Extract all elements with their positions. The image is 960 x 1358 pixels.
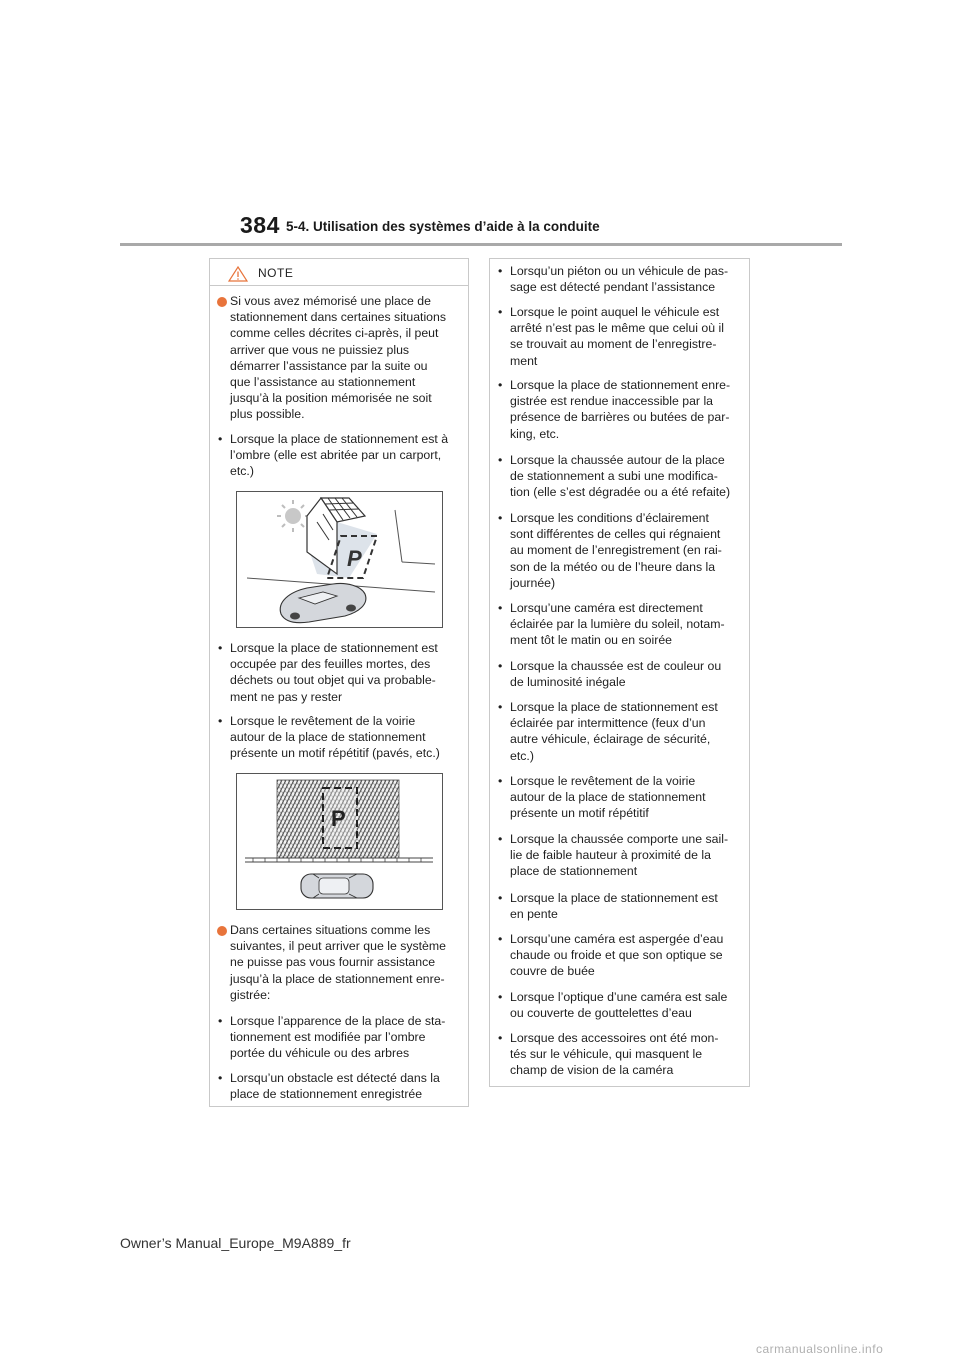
paving-svg bbox=[237, 774, 442, 909]
text-line: Si vous avez mémorisé une place de bbox=[230, 294, 431, 308]
note-rule bbox=[210, 285, 468, 286]
text-line: Lorsqu’une caméra est directement bbox=[510, 601, 703, 615]
car-icon bbox=[280, 583, 366, 622]
text-line: de luminosité inégale bbox=[510, 675, 626, 690]
text-line: lie de faible hauteur à proximité de la bbox=[510, 848, 711, 863]
list-item-obstacle bbox=[230, 1070, 466, 1102]
text-line: ment tôt le matin ou en soirée bbox=[510, 633, 672, 648]
paving-illustration bbox=[236, 773, 443, 910]
text-line: comme celles décrites ci-après, il peut bbox=[230, 326, 439, 341]
list-dash: • bbox=[498, 511, 503, 525]
text-line: jusqu’à la position mémorisée ne soit bbox=[230, 391, 432, 406]
section-title: 5-4. Utilisation des systèmes d’aide à la conduite bbox=[286, 219, 600, 234]
text-line: Lorsque les conditions d’éclairement bbox=[510, 511, 709, 525]
text-line: journée) bbox=[510, 575, 556, 590]
text-line: chaude ou froide et que son optique se bbox=[510, 948, 723, 963]
text-line: Lorsque la chaussée autour de la place bbox=[510, 453, 725, 467]
list-dash: • bbox=[498, 305, 503, 319]
text-line: de stationnement a subi une modifica- bbox=[510, 469, 718, 484]
text-line: Lorsque des accessoires ont été mon- bbox=[510, 1031, 719, 1045]
text-line: en pente bbox=[510, 907, 558, 922]
text-line: au moment de l’enregistrement (en rai- bbox=[510, 543, 722, 558]
text-line: tion (elle s’est dégradée ou a été refaite) bbox=[510, 485, 731, 500]
text-line: éclairée par intermittence (feux d’un bbox=[510, 716, 706, 731]
bullet-dot bbox=[217, 926, 227, 936]
list-dash: • bbox=[498, 601, 503, 615]
text-line: Lorsque la place de stationnement est bbox=[510, 700, 718, 714]
list-item bbox=[510, 452, 746, 501]
list-item bbox=[510, 377, 746, 442]
note-box-left bbox=[209, 258, 469, 1107]
list-dash: • bbox=[498, 659, 503, 673]
text-line: se trouvait au moment de l’enregistre- bbox=[510, 337, 717, 352]
list-dash: • bbox=[218, 1071, 223, 1085]
text-line: couvre de buée bbox=[510, 964, 595, 979]
text-line: Lorsqu’une caméra est aspergée d’eau bbox=[510, 932, 724, 946]
list-item bbox=[510, 304, 746, 369]
note-header bbox=[210, 259, 468, 285]
list-item-shadow bbox=[230, 1013, 466, 1062]
text-line: jusqu’à la place de stationnement enre- bbox=[230, 971, 445, 986]
note-box-right bbox=[489, 258, 750, 1087]
text-line: ou couverte de gouttelettes d’eau bbox=[510, 1006, 692, 1021]
text-line: occupée par des feuilles mortes, des bbox=[230, 657, 431, 672]
list-item bbox=[510, 890, 746, 922]
list-item bbox=[510, 831, 746, 880]
text-line: Lorsque la place de stationnement est bbox=[230, 641, 438, 655]
text-line: sage est détecté pendant l’assistance bbox=[510, 280, 716, 295]
text-line: king, etc. bbox=[510, 426, 560, 441]
list-item bbox=[510, 600, 746, 649]
text-line: arriver que vous ne puissiez plus bbox=[230, 342, 410, 357]
carport-illustration bbox=[236, 491, 443, 628]
list-dash: • bbox=[498, 453, 503, 467]
text-line: place de stationnement enregistrée bbox=[230, 1087, 423, 1102]
text-line: déchets ou tout objet qui va probable- bbox=[230, 673, 436, 688]
list-item bbox=[510, 931, 746, 980]
text-line: présence de barrières ou butées de par- bbox=[510, 410, 730, 425]
text-line: champ de vision de la caméra bbox=[510, 1063, 674, 1078]
text-line: etc.) bbox=[510, 748, 534, 763]
text-line: présente un motif répétitif (pavés, etc.) bbox=[230, 746, 440, 761]
note-intro-paragraph bbox=[230, 293, 466, 423]
list-dash: • bbox=[498, 832, 503, 846]
list-item bbox=[510, 510, 746, 591]
text-line: Lorsque la place de stationnement est bbox=[510, 891, 718, 905]
list-dash: • bbox=[218, 714, 223, 728]
text-line: Lorsque la chaussée est de couleur ou bbox=[510, 659, 722, 673]
parking-p-label: P bbox=[331, 806, 346, 831]
list-dash: • bbox=[498, 932, 503, 946]
list-dash: • bbox=[218, 432, 223, 446]
warning-triangle-icon bbox=[228, 266, 248, 282]
text-line: présente un motif répétitif bbox=[510, 806, 649, 821]
list-dash: • bbox=[498, 378, 503, 392]
text-line: plus possible. bbox=[230, 407, 305, 422]
text-line: suivantes, il peut arriver que le système bbox=[230, 939, 446, 954]
text-line: autour de la place de stationnement bbox=[510, 790, 706, 805]
text-line: place de stationnement bbox=[510, 864, 638, 879]
text-line: gistrée est rendue inaccessible par la bbox=[510, 394, 714, 409]
page-number: 384 bbox=[240, 212, 280, 238]
text-line: stationnement dans certaines situations bbox=[230, 310, 447, 325]
text-line: que l’assistance au stationnement bbox=[230, 375, 416, 390]
watermark: carmanualsonline.info bbox=[756, 1342, 884, 1356]
bullet-dot bbox=[217, 297, 227, 307]
list-dash: • bbox=[498, 700, 503, 714]
list-item bbox=[510, 699, 746, 764]
list-dash: • bbox=[218, 1014, 223, 1028]
text-line: ne puisse pas vous fournir assistance bbox=[230, 955, 436, 970]
text-line: Lorsqu’un obstacle est détecté dans la bbox=[230, 1071, 440, 1085]
list-item bbox=[510, 263, 746, 295]
text-line: autour de la place de stationnement bbox=[230, 730, 426, 745]
list-dash: • bbox=[498, 990, 503, 1004]
text-line: sont différentes de celles qui régnaient bbox=[510, 527, 721, 542]
header-rule bbox=[120, 243, 842, 246]
list-item-shade bbox=[230, 431, 466, 480]
list-dash: • bbox=[498, 264, 503, 278]
list-dash: • bbox=[498, 774, 503, 788]
text-line: Lorsque le revêtement de la voirie bbox=[230, 714, 416, 728]
text-line: Lorsque la chaussée comporte une sail- bbox=[510, 832, 729, 846]
sun-icon bbox=[277, 500, 309, 532]
text-line: Lorsque le point auquel le véhicule est bbox=[510, 305, 720, 319]
carport-svg bbox=[237, 492, 442, 627]
list-item-pattern bbox=[230, 713, 466, 762]
note-intro2-paragraph bbox=[230, 922, 466, 1003]
list-item bbox=[510, 658, 746, 690]
text-line: ment bbox=[510, 353, 538, 368]
list-item-leaves bbox=[230, 640, 466, 705]
text-line: Lorsque le revêtement de la voirie bbox=[510, 774, 696, 788]
list-item bbox=[510, 1030, 746, 1079]
text-line: Dans certaines situations comme les bbox=[230, 923, 431, 937]
text-line: arrêté n’est pas le même que celui où il bbox=[510, 321, 724, 336]
text-line: Lorsqu’un piéton ou un véhicule de pas- bbox=[510, 264, 729, 278]
parking-p-label: P bbox=[347, 546, 362, 571]
text-line: démarrer l’assistance par la suite ou bbox=[230, 358, 428, 373]
car-icon bbox=[301, 874, 373, 898]
text-line: Lorsque l’apparence de la place de sta- bbox=[230, 1014, 446, 1028]
text-line: etc.) bbox=[230, 464, 254, 479]
list-dash: • bbox=[498, 891, 503, 905]
note-label: NOTE bbox=[258, 266, 294, 280]
text-line: tés sur le véhicule, qui masquent le bbox=[510, 1047, 703, 1062]
list-dash: • bbox=[218, 641, 223, 655]
text-line: portée du véhicule ou des arbres bbox=[230, 1046, 410, 1061]
text-line: ment ne pas y rester bbox=[230, 689, 343, 704]
text-line: autre véhicule, éclairage de sécurité, bbox=[510, 732, 711, 747]
text-line: l’ombre (elle est abritée par un carport, bbox=[230, 448, 442, 463]
text-line: Lorsque la place de stationnement est à bbox=[230, 432, 449, 446]
text-line: Lorsque l’optique d’une caméra est sale bbox=[510, 990, 728, 1004]
text-line: éclairée par la lumière du soleil, notam- bbox=[510, 617, 725, 632]
text-line: tionnement est modifiée par l’ombre bbox=[230, 1030, 426, 1045]
list-dash: • bbox=[498, 1031, 503, 1045]
text-line: son de la météo ou de l’heure dans la bbox=[510, 559, 716, 574]
text-line: Lorsque la place de stationnement enre- bbox=[510, 378, 731, 392]
list-item bbox=[510, 989, 746, 1021]
manual-footer: Owner’s Manual_Europe_M9A889_fr bbox=[120, 1235, 351, 1251]
list-item bbox=[510, 773, 746, 822]
text-line: gistrée: bbox=[230, 987, 271, 1002]
